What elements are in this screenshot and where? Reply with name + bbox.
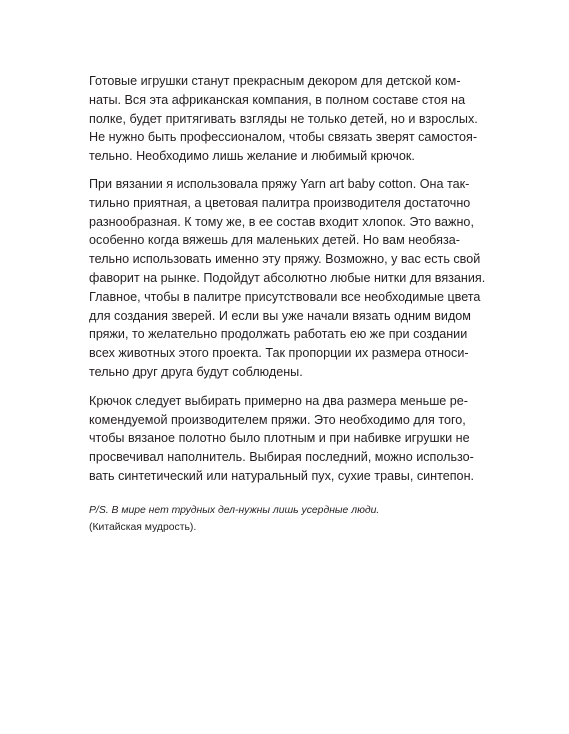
body-text [89, 72, 487, 536]
paragraph-hook: Крючок следует выбирать примерно на два размера меньше ре- комендуемой производителем пряжи. Это необходимо для того, чтобы вязаное полотно было плотным и при набивке игрушки не просвечивал наполнитель. Выбирая последний, можно использо- вать синтетический или натуральный пух, сухие травы, синтепон. [89, 393, 475, 483]
paragraph-yarn: При вязании я использовала пряжу Yarn art baby cotton. Она так- тильно приятная, а цветовая палитра производителя достаточно разнообразная. К тому же, в ее состав входит хлопок. Это важно, особенно когда вяжешь для маленьких детей. Но вам необяза- тельно использовать именно эту пряжу. Возможно, у вас есть свой фаворит на рынке. Подойдут абсолютно любые нитки для вязания. Главное, чтобы в палитре присутствовали все необходимые цвета для создания зверей. И если вы уже начали вязать одним видом пряжи, то желательно продолжать работать ею же при создании всех животных этого проекта. Так пропорции их размера относи- тельно друг друга будут соблюдены. [89, 176, 486, 379]
quote-text: P/S. В мире нет трудных дел-нужны лишь усердные люди. [89, 504, 380, 516]
quote-source: (Китайская мудрость). [89, 521, 197, 533]
paragraph-intro: Готовые игрушки станут прекрасным декором для детской ком- наты. Вся эта африканская компания, в полном составе стоя на полке, будет притягивать взгляды не только детей, но и взрослых. Не нужно быть профессионалом, чтобы связать зверят самостоя- тельно. Необходимо лишь желание и любимый крючок. [89, 74, 478, 164]
